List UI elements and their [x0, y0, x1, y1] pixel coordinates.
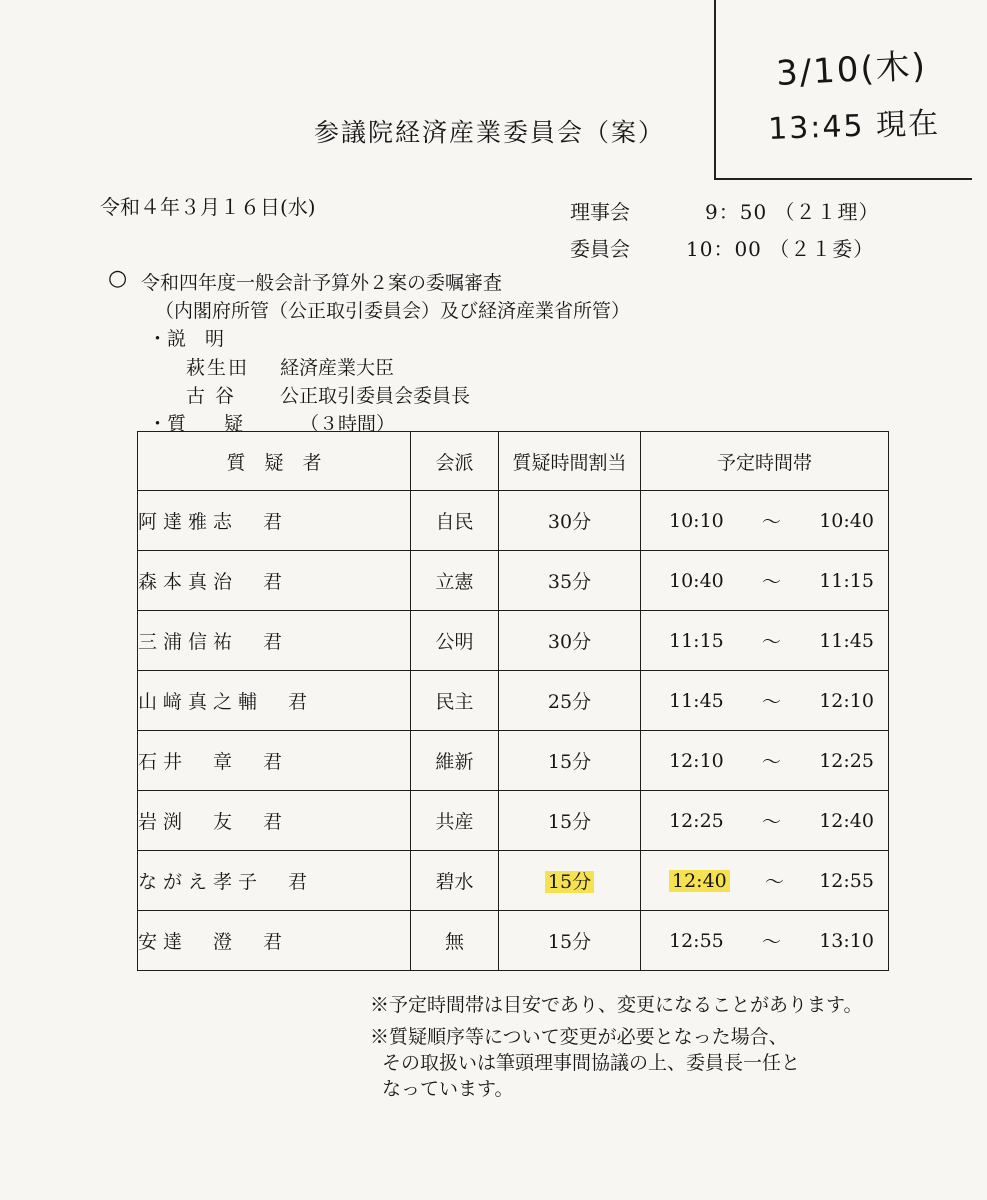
start-time: 10:40 [669, 569, 724, 592]
header-time-slot: 予定時間帯 [641, 432, 889, 491]
end-time: 12:10 [819, 689, 874, 712]
time-slot-cell [641, 671, 889, 731]
end-time: 12:25 [819, 749, 874, 772]
end-time: 13:10 [819, 929, 874, 952]
table-row [138, 851, 889, 911]
party-cell: 自民 [411, 491, 499, 551]
explanation-label: ・説 明 [148, 328, 225, 350]
end-time: 10:40 [819, 509, 874, 532]
time-separator: ～ [761, 631, 781, 653]
party-cell: 共産 [411, 791, 499, 851]
note-line: ※質疑順序等について変更が必要となった場合、 [370, 1026, 788, 1048]
table-header-row [138, 432, 889, 491]
document-title: 参議院経済産業委員会（案） [314, 118, 666, 147]
table-row [138, 551, 889, 611]
board-meeting-label: 理事会 [570, 200, 630, 224]
meeting-date: 令和４年３月１６日(水) [100, 195, 316, 219]
allocation-cell [499, 551, 641, 611]
party-cell: 公明 [411, 611, 499, 671]
start-time: 10:10 [669, 509, 724, 532]
questioner-name: 三浦信祐 君 [138, 611, 411, 671]
questioner-name: 石井 章 君 [138, 731, 411, 791]
questioner-name: 阿達雅志 君 [138, 491, 411, 551]
end-time: 11:45 [819, 629, 874, 652]
time-slot-cell [641, 551, 889, 611]
explainer-name: 古 谷 [186, 385, 237, 407]
handwritten-date: 3/10(木) [775, 46, 928, 94]
committee-meeting-label: 委員会 [570, 237, 630, 261]
questioner-name: 安達 澄 君 [138, 911, 411, 971]
time-slot-cell [641, 731, 889, 791]
time-separator: ～ [761, 811, 781, 833]
agenda-bullet: ○ [108, 266, 128, 291]
start-time: 12:40 [669, 870, 730, 892]
allocation-cell [499, 491, 641, 551]
start-time: 11:15 [669, 629, 724, 652]
party-cell: 維新 [411, 731, 499, 791]
time-separator: ～ [761, 511, 781, 533]
start-time: 11:45 [669, 689, 724, 712]
table-row [138, 911, 889, 971]
schedule-table [137, 431, 889, 971]
allocation-cell [499, 791, 641, 851]
allocation-cell [499, 731, 641, 791]
start-time: 12:55 [669, 929, 724, 952]
allocation-cell [499, 851, 641, 911]
qa-duration: （３時間） [300, 413, 396, 435]
allocation-value: 30分 [547, 631, 592, 653]
time-separator: ～ [761, 751, 781, 773]
end-time: 12:55 [819, 869, 874, 892]
time-separator: ～ [761, 931, 781, 953]
explainer-role: 経済産業大臣 [280, 357, 395, 379]
allocation-value: 15分 [545, 871, 594, 893]
time-slot-cell [641, 611, 889, 671]
questioner-name: 岩渕 友 君 [138, 791, 411, 851]
allocation-value: 15分 [547, 751, 592, 773]
questioner-name: 森本真治 君 [138, 551, 411, 611]
qa-label: ・質 疑 [148, 413, 244, 435]
table-row [138, 491, 889, 551]
time-slot-cell [641, 791, 889, 851]
handwritten-time: 13:45 現在 [767, 106, 941, 147]
time-slot-cell [641, 911, 889, 971]
committee-meeting-time: 10：00 （２１委） [686, 237, 875, 261]
note-line: なっています。 [382, 1078, 514, 1100]
agenda-item-line1: 令和四年度一般会計予算外２案の委嘱審査 [141, 272, 503, 294]
end-time: 12:40 [819, 809, 874, 832]
allocation-cell [499, 671, 641, 731]
explainer-name: 萩生田 [186, 357, 250, 379]
allocation-value: 25分 [547, 691, 592, 713]
table-row [138, 791, 889, 851]
party-cell: 無 [411, 911, 499, 971]
header-party: 会派 [411, 432, 499, 491]
allocation-value: 35分 [547, 571, 592, 593]
allocation-value: 30分 [547, 511, 592, 533]
start-time: 12:10 [669, 749, 724, 772]
allocation-value: 15分 [547, 811, 592, 833]
questioner-name: 山﨑真之輔 君 [138, 671, 411, 731]
party-cell: 立憲 [411, 551, 499, 611]
note-line: ※予定時間帯は目安であり、変更になることがあります。 [370, 994, 863, 1016]
note-line: その取扱いは筆頭理事間協議の上、委員長一任と [382, 1052, 801, 1074]
questioner-name: ながえ孝子 君 [138, 851, 411, 911]
handwritten-note [714, 0, 972, 180]
board-meeting-time: 9：50 （２１理） [705, 200, 880, 224]
header-questioner: 質 疑 者 [138, 432, 411, 491]
end-time: 11:15 [819, 569, 874, 592]
header-allocation: 質疑時間割当 [499, 432, 641, 491]
allocation-value: 15分 [547, 931, 592, 953]
table-row [138, 731, 889, 791]
time-separator: ～ [764, 871, 784, 893]
table-row [138, 611, 889, 671]
allocation-cell [499, 911, 641, 971]
time-slot-cell [641, 851, 889, 911]
start-time: 12:25 [669, 809, 724, 832]
time-separator: ～ [761, 571, 781, 593]
allocation-cell [499, 611, 641, 671]
party-cell: 碧水 [411, 851, 499, 911]
time-separator: ～ [761, 691, 781, 713]
party-cell: 民主 [411, 671, 499, 731]
table-row [138, 671, 889, 731]
time-slot-cell [641, 491, 889, 551]
explainer-role: 公正取引委員会委員長 [280, 385, 471, 407]
agenda-item-line2: （内閣府所管（公正取引委員会）及び経済産業省所管） [155, 300, 631, 322]
